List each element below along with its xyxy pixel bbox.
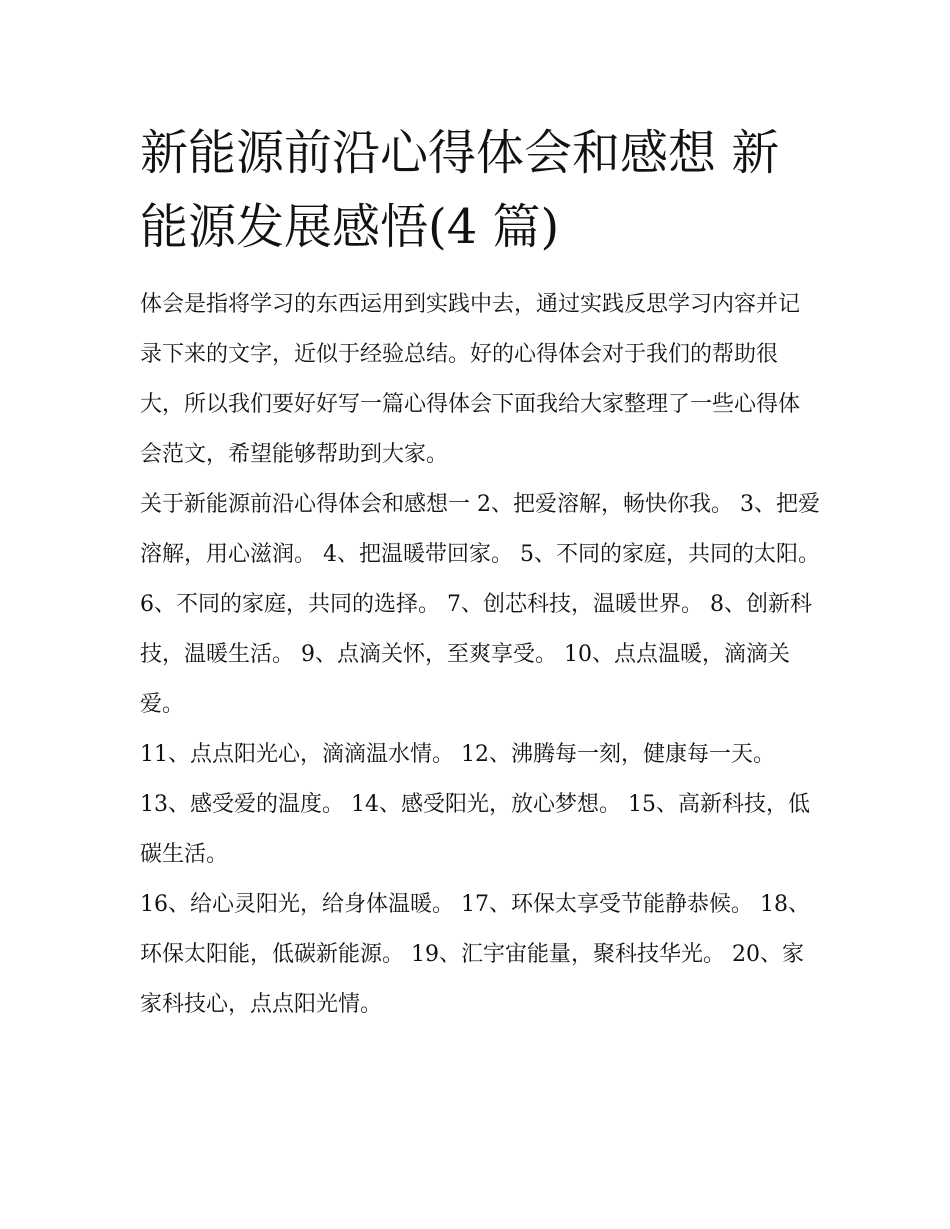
slogan-paragraph-4: 16、给心灵阳光，给身体温暖。 17、环保太享受节能静恭候。 18、环保太阳能，低碳新能源。 19、汇宇宙能量，聚科技华光。 20、家家科技心，点点阳光情。 xyxy=(140,892,810,1017)
slogan-paragraph-3: 11、点点阳光心，滴滴温水情。 12、沸腾每一刻，健康每一天。 13、感受爱的温度。 14、感受阳光，放心梦想。 15、高新科技，低碳生活。 xyxy=(140,742,810,867)
slogan-paragraph-2: 6、不同的家庭，共同的选择。 7、创芯科技，温暖世界。 8、创新科技，温暖生活。 9、点滴关怀，至爽享受。 10、点点温暖，滴滴关爱。 xyxy=(140,592,812,717)
document-title: 新能源前沿心得体会和感想 新能源发展感悟(4 篇) xyxy=(140,125,780,255)
intro-paragraph: 体会是指将学习的东西运用到实践中去，通过实践反思学习内容并记录下来的文字，近似于经验总结。好的心得体会对于我们的帮助很大，所以我们要好好写一篇心得体会下面我给大家整理了一些心得体会范文，希望能够帮助到大家。 xyxy=(140,292,801,467)
document-body xyxy=(140,280,820,1030)
slogan-paragraph-1: 关于新能源前沿心得体会和感想一 2、把爱溶解，畅快你我。 3、把爱溶解，用心滋润。 4、把温暖带回家。 5、不同的家庭，共同的太阳。 xyxy=(140,492,820,567)
